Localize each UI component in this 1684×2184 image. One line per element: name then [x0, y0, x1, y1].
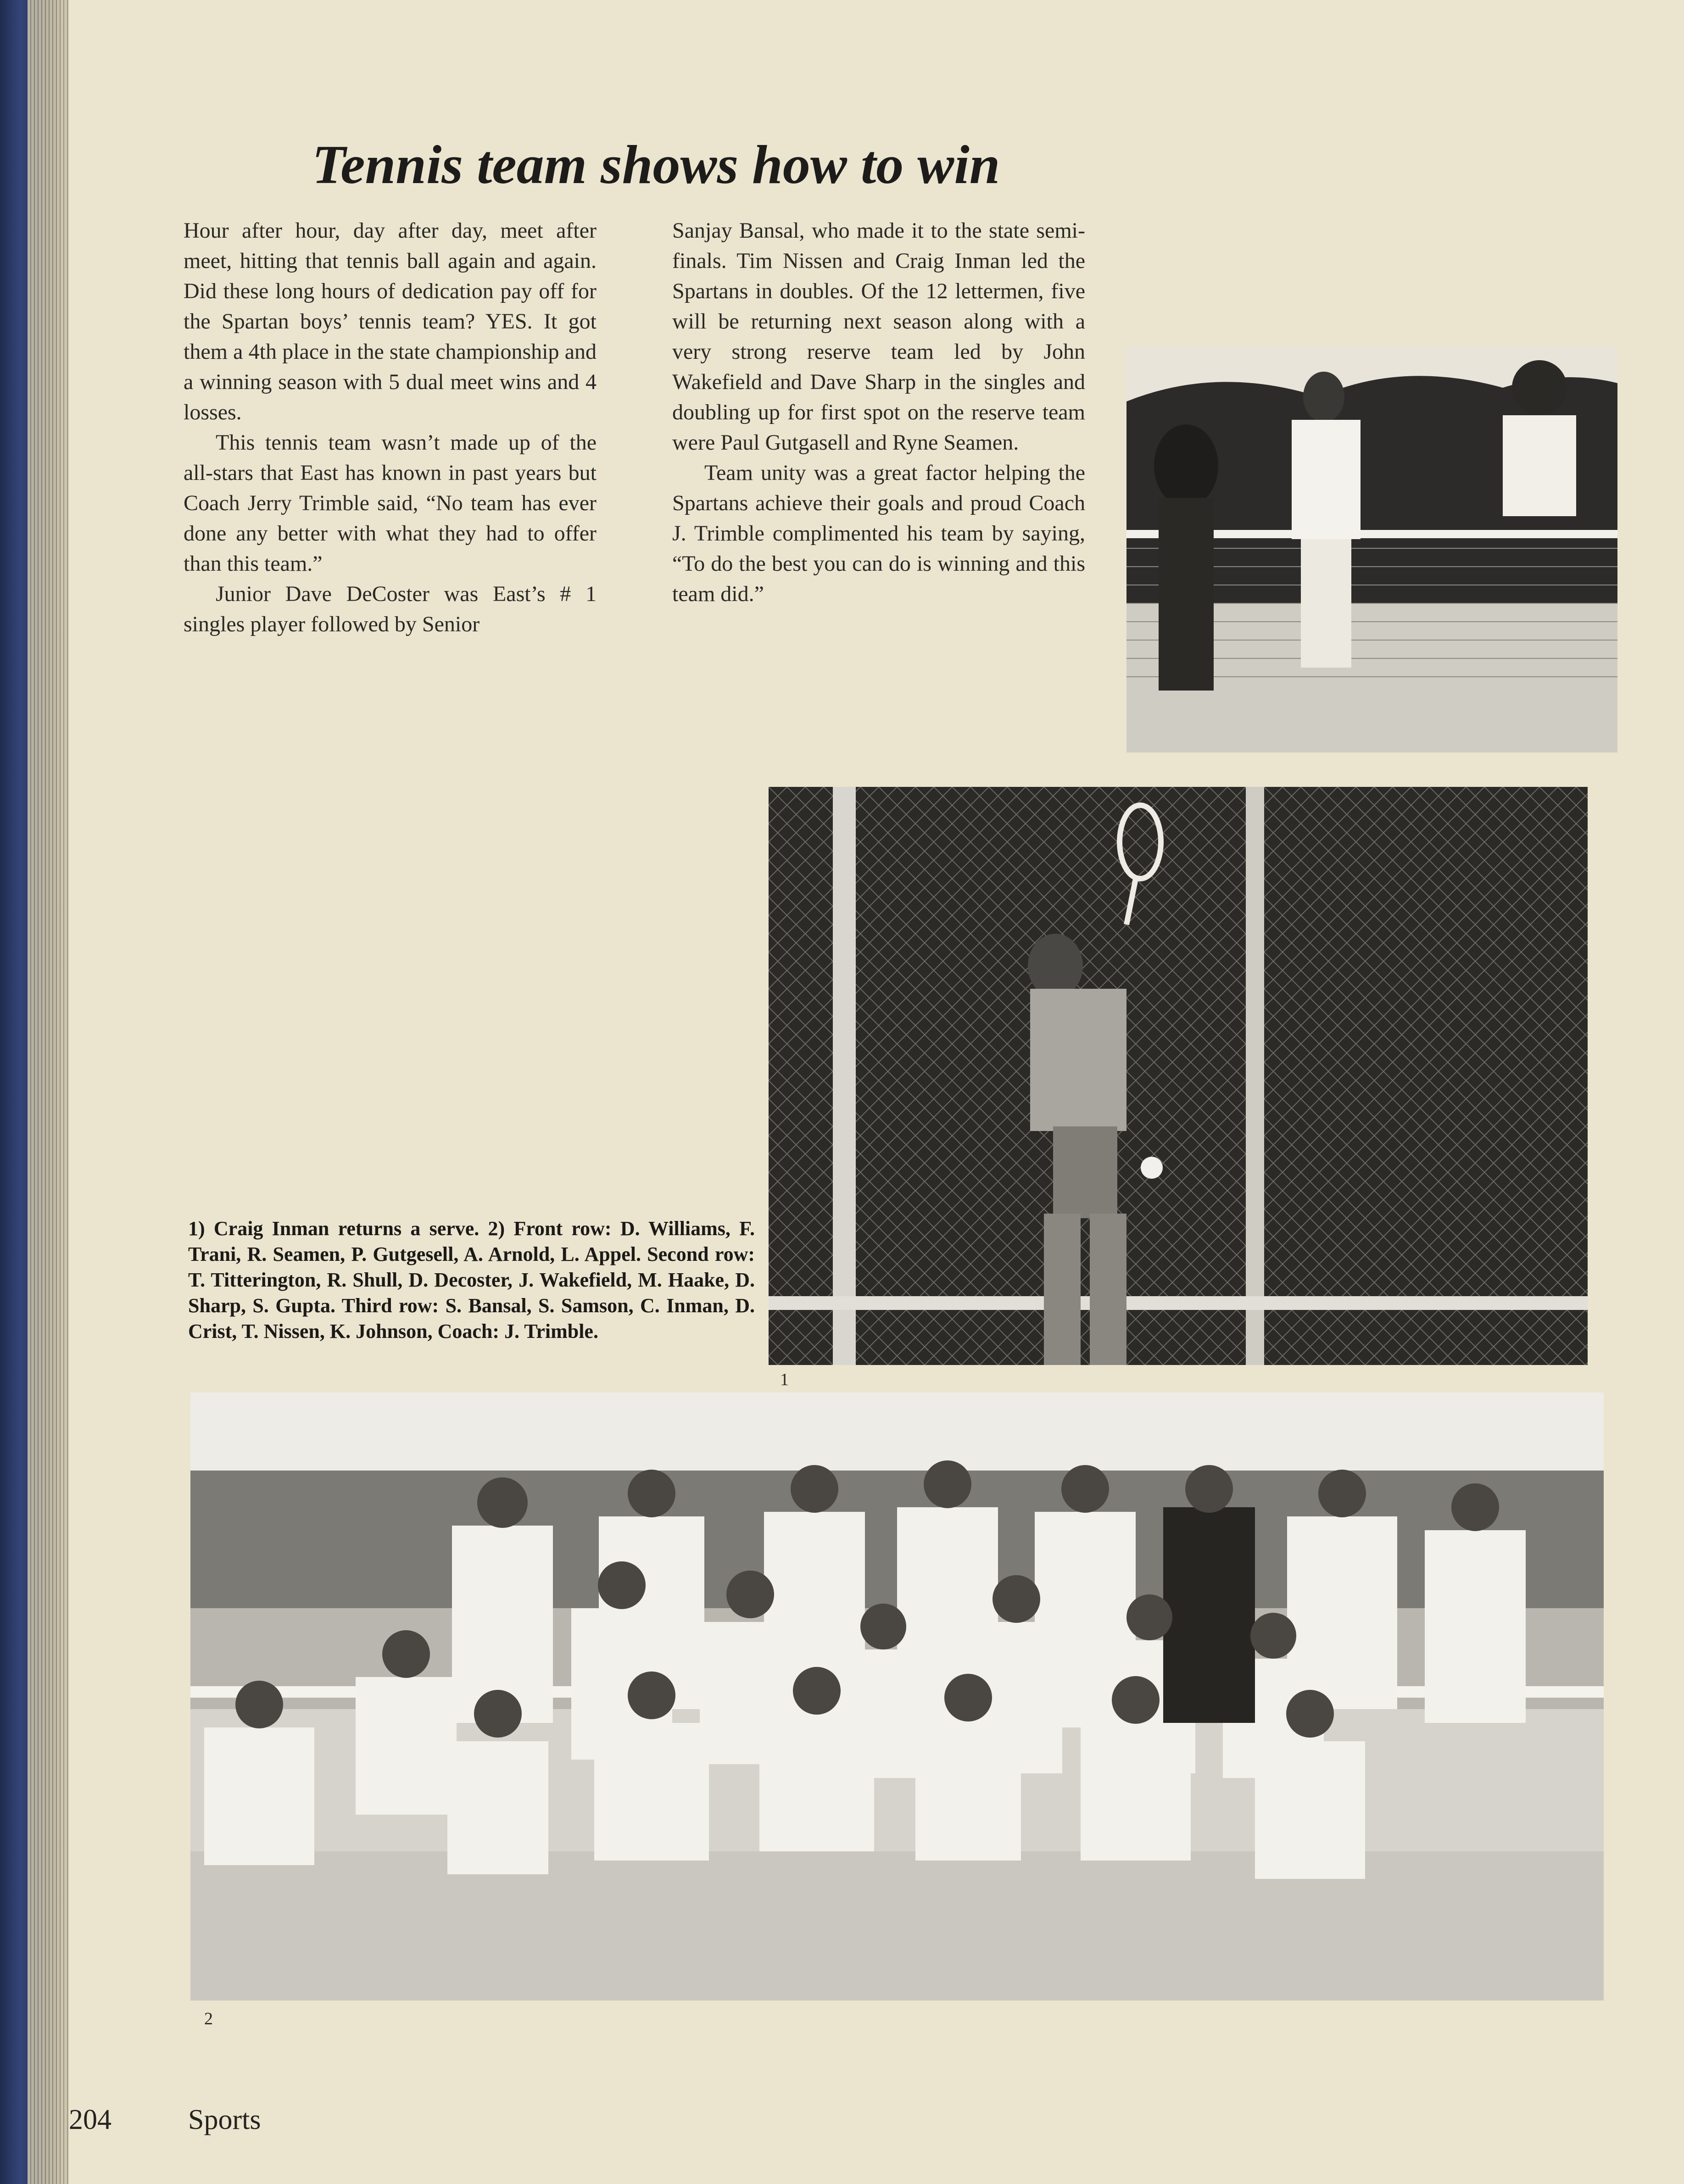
page-number: 204	[69, 2104, 112, 2135]
section-name: Sports	[188, 2104, 261, 2135]
paragraph: Team unity was a great factor helping the Spartans achieve their goals and proud Coach J. Trimble complimented his team by saying, “To do the best you can do is winning and this team did.”	[672, 461, 1085, 606]
article-column-2	[672, 216, 1085, 609]
paragraph: This tennis team wasn’t made up of the all-stars that East has known in past years but Coach Jerry Trimble said, “No team has ever done any better with what they had to offer than this team.”	[184, 430, 597, 576]
paragraph: Junior Dave DeCoster was East’s # 1 singles player followed by Senior	[184, 582, 597, 636]
headline: Tennis team shows how to win	[312, 134, 1000, 195]
photo-craig-inman-serve	[769, 787, 1588, 1365]
article-column-1	[184, 216, 597, 640]
photo-number-2: 2	[204, 2009, 213, 2028]
paragraph: Sanjay Bansal, who made it to the state semi-finals. Tim Nissen and Craig Inman led the Spartans in doubles. Of the 12 lettermen, five will be returning next season along with a very strong reserve team led by John Wakefield and Dave Sharp in the singles and doubling up for first spot on the reserve team were Paul Gutgasell and Ryne Seamen.	[672, 218, 1085, 455]
page-edges	[28, 0, 73, 2184]
paragraph: Hour after hour, day after day, meet after meet, hitting that tennis ball again and again. Did these long hours of dedication pay off for the Spartan boys’ tennis team? YES. It got them a 4th place in the state championship and a winning season with 5 dual meet wins and 4 losses.	[184, 218, 597, 424]
photo-number-1: 1	[780, 1370, 789, 1389]
photo-team-group	[190, 1393, 1604, 2000]
photo-players-at-net	[1126, 346, 1617, 752]
photo-caption: 1) Craig Inman returns a serve. 2) Front row: D. Williams, F. Trani, R. Seamen, P. Gutgesell, A. Arnold, L. Appel. Second row: T. Titterington, R. Shull, D. Decoster, J. Wakefield, M. Haake, D. Sharp, S. Gupta. Third row: S. Bansal, S. Samson, C. Inman, D. Crist, T. Nissen, K. Johnson, Coach: J. Trimble.	[188, 1217, 755, 1343]
